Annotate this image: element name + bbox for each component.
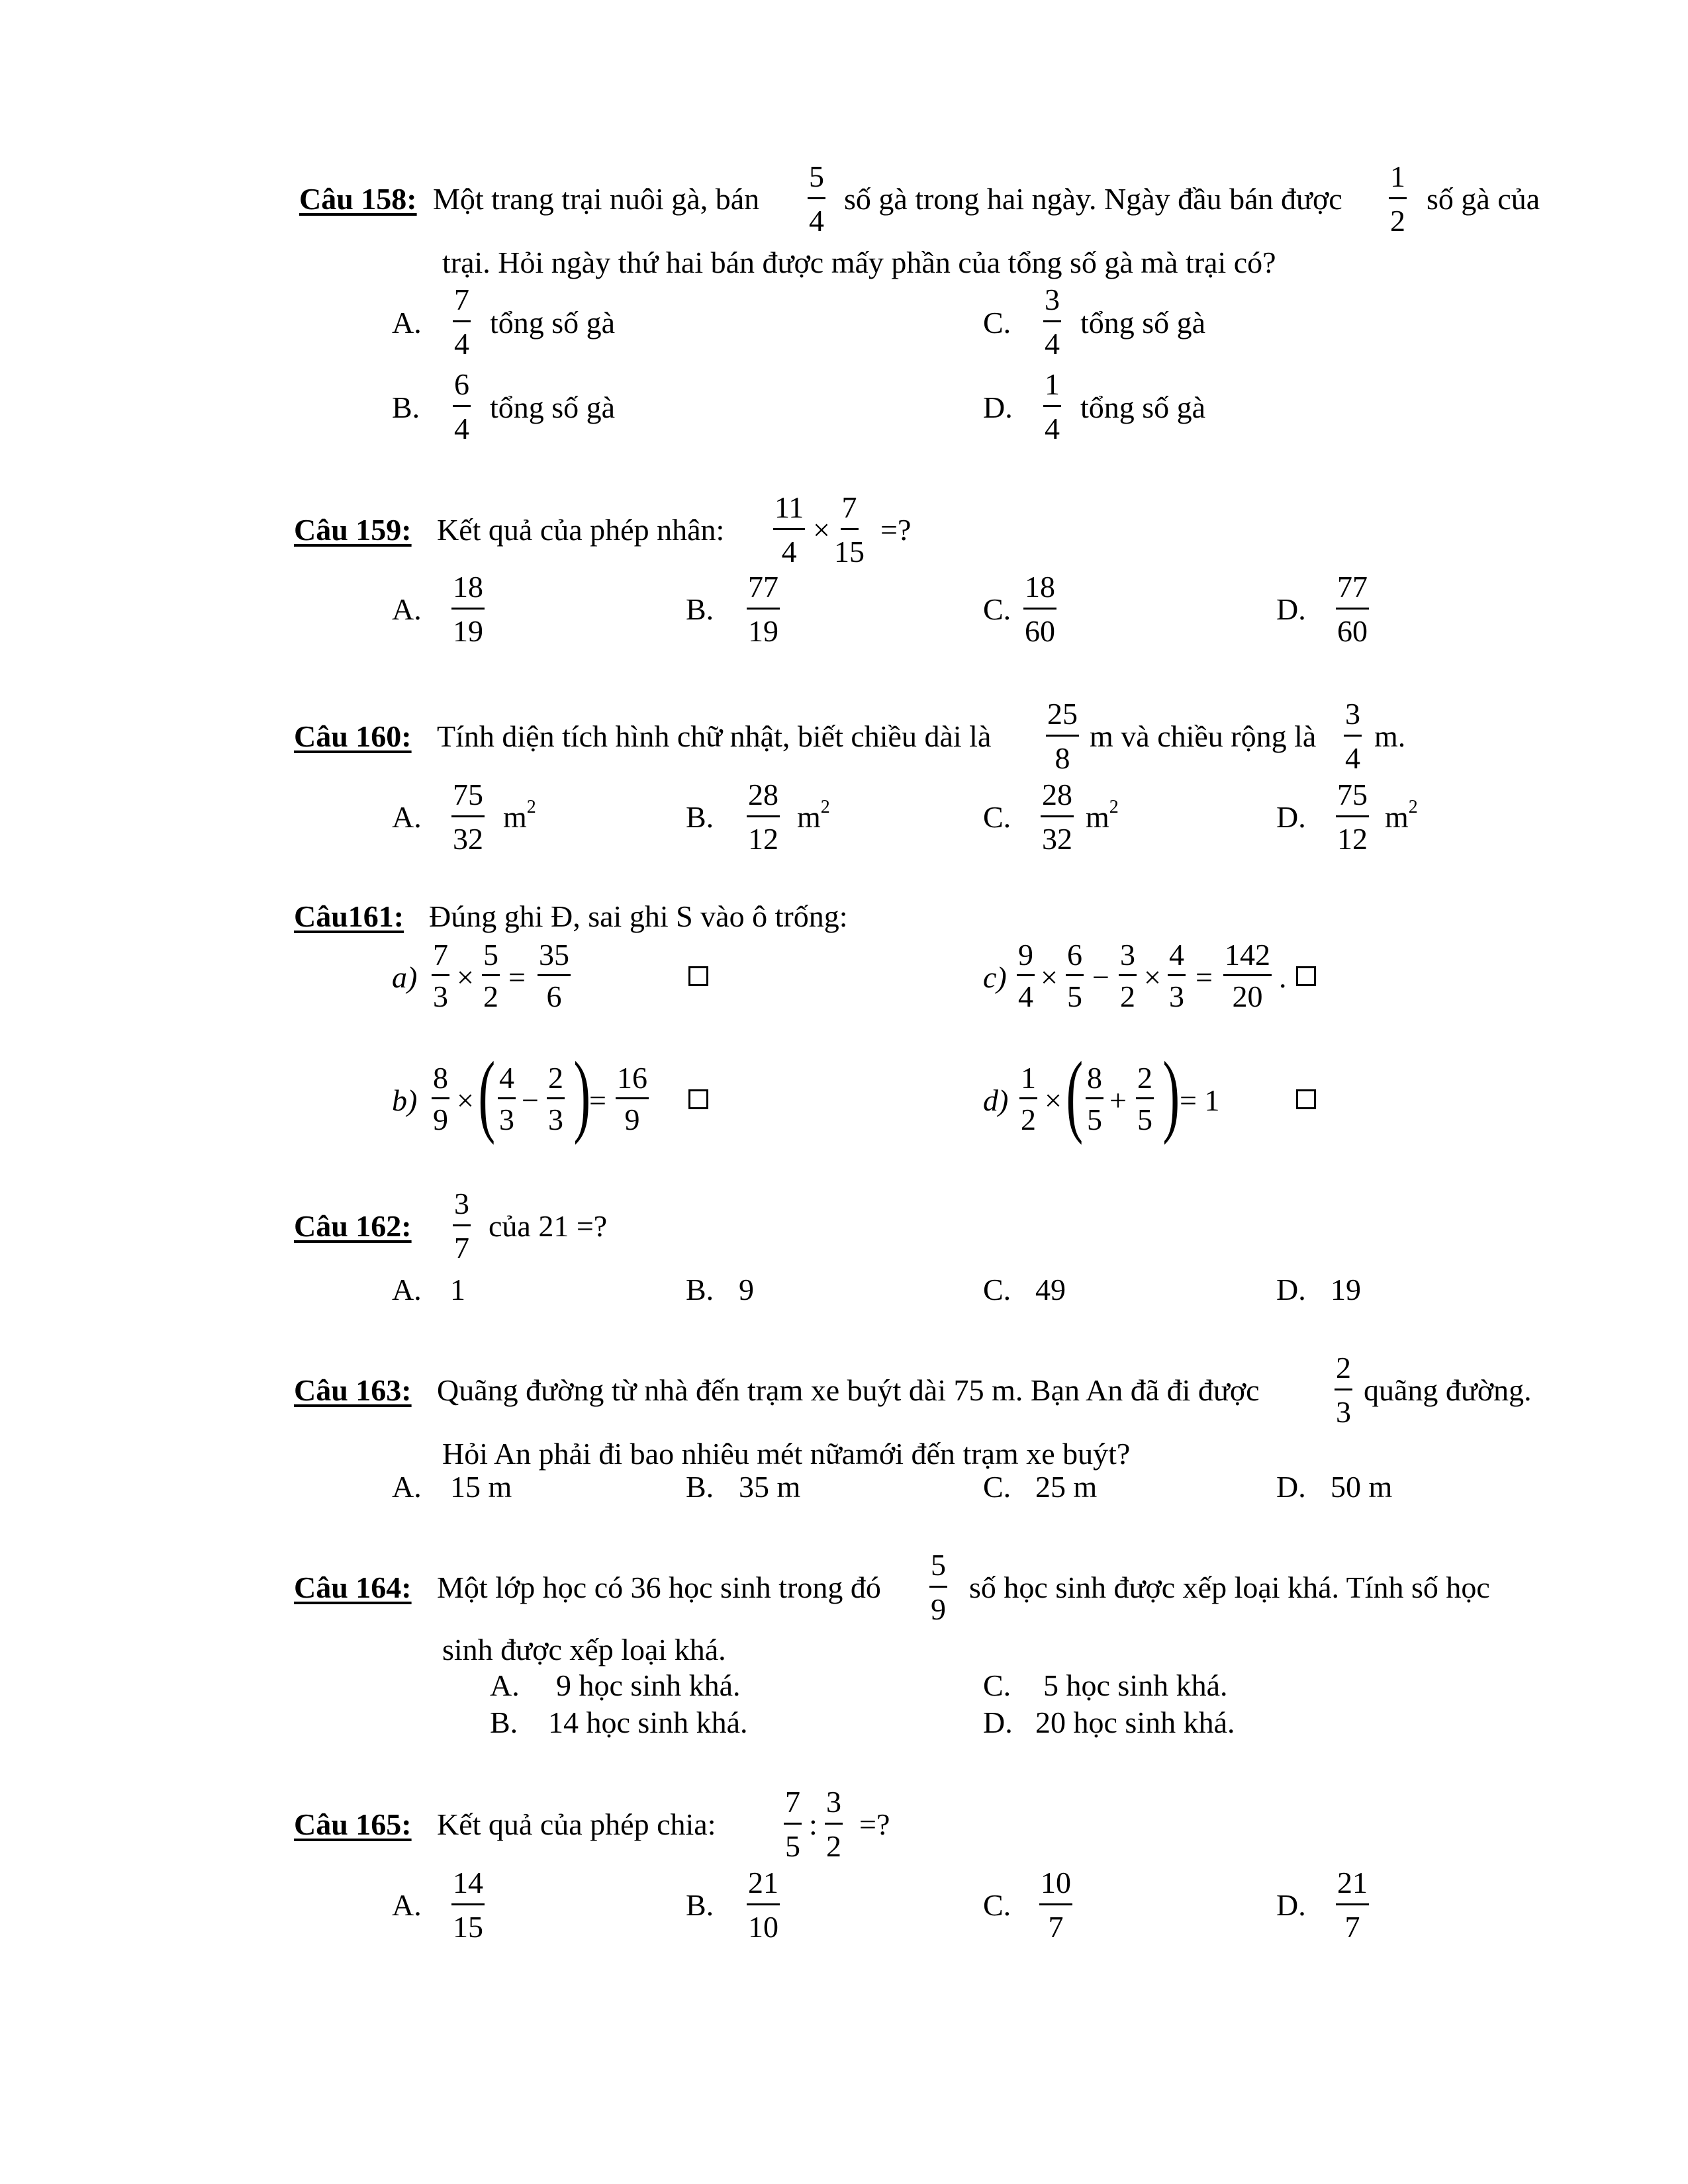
item-key: d) bbox=[983, 1083, 1009, 1117]
option-key: C. bbox=[983, 1470, 1011, 1504]
option-fraction: $\frac{14}{15}$ bbox=[453, 1866, 483, 1944]
question-text: Đúng ghi Đ, sai ghi S vào ô trống: bbox=[429, 899, 848, 933]
option-fraction: $\frac{3}{4}$ bbox=[1045, 283, 1060, 361]
option-key: B. bbox=[490, 1706, 518, 1739]
option-key: C. bbox=[983, 306, 1011, 340]
option-value: 19 bbox=[1331, 1273, 1361, 1306]
option-value: 49 bbox=[1035, 1273, 1066, 1306]
option-key: B. bbox=[686, 800, 714, 834]
option-text: tổng số gà bbox=[490, 390, 616, 424]
option-fraction: $\frac{1}{4}$ bbox=[1045, 367, 1060, 445]
answer-checkbox[interactable] bbox=[1296, 1089, 1316, 1109]
option-key: A. bbox=[392, 800, 422, 834]
question-text: Kết quả của phép nhân: bbox=[437, 513, 725, 547]
question-text: m và chiều rộng là bbox=[1090, 719, 1317, 753]
option-fraction: $\frac{18}{60}$ bbox=[1025, 570, 1055, 648]
option-key: C. bbox=[983, 592, 1011, 626]
fraction: $\frac{7}{15}$ bbox=[834, 490, 865, 569]
option-fraction: $\frac{18}{19}$ bbox=[453, 570, 483, 648]
option-value: 9 bbox=[739, 1273, 754, 1306]
question-text: Một trang trại nuôi gà, bán bbox=[433, 182, 760, 216]
fraction: $\frac{9}{4}$ bbox=[1018, 938, 1033, 1013]
option-value: 15 m bbox=[450, 1470, 512, 1504]
fraction: $\frac{1}{2}$ bbox=[1390, 159, 1405, 238]
left-parenthesis: ( bbox=[478, 1043, 496, 1146]
option-key: A. bbox=[490, 1668, 520, 1702]
fraction: $\frac{3}{2}$ bbox=[826, 1785, 841, 1863]
question-text: m. bbox=[1374, 719, 1406, 753]
question-text: của 21 =? bbox=[489, 1209, 608, 1243]
operator: × bbox=[1144, 960, 1161, 994]
option-key: B. bbox=[392, 390, 420, 424]
fraction: $\frac{4}{3}$ bbox=[499, 1061, 514, 1136]
question-text: Kết quả của phép chia: bbox=[437, 1807, 716, 1841]
option-key: C. bbox=[983, 1668, 1011, 1702]
question-label: Câu 160: bbox=[294, 719, 412, 753]
option-key: C. bbox=[983, 1888, 1011, 1922]
option-value: 20 học sinh khá. bbox=[1035, 1706, 1235, 1739]
option-text: tổng số gà bbox=[1080, 306, 1206, 340]
option-key: B. bbox=[686, 1273, 714, 1306]
fraction: $\frac{6}{5}$ bbox=[1067, 938, 1082, 1013]
question-text: Một lớp học có 36 học sinh trong đó bbox=[437, 1570, 881, 1604]
equals: = bbox=[589, 1083, 606, 1117]
option-fraction: $\frac{75}{12}$ bbox=[1337, 778, 1368, 856]
option-fraction: $\frac{6}{4}$ bbox=[454, 367, 469, 445]
option-key: D. bbox=[1276, 1273, 1306, 1306]
fraction: $\frac{2}{3}$ bbox=[1336, 1351, 1351, 1429]
fraction: $\frac{3}{4}$ bbox=[1345, 697, 1360, 775]
equals: = 1 bbox=[1180, 1083, 1220, 1117]
right-parenthesis: ) bbox=[1162, 1043, 1180, 1146]
option-key: B. bbox=[686, 1888, 714, 1922]
fraction: $\frac{25}{8}$ bbox=[1047, 697, 1078, 775]
fraction: $\frac{8}{9}$ bbox=[433, 1061, 448, 1136]
option-fraction: $\frac{10}{7}$ bbox=[1041, 1866, 1071, 1944]
option-key: D. bbox=[983, 1706, 1013, 1739]
equals: =? bbox=[880, 513, 912, 547]
option-fraction: $\frac{28}{32}$ bbox=[1042, 778, 1072, 856]
option-value: 9 học sinh khá. bbox=[556, 1668, 741, 1702]
operator: + bbox=[1109, 1083, 1127, 1117]
option-key: D. bbox=[1276, 800, 1306, 834]
option-value: 25 m bbox=[1035, 1470, 1098, 1504]
option-value: 14 học sinh khá. bbox=[548, 1706, 748, 1739]
fraction: $\frac{7}{3}$ bbox=[433, 938, 448, 1013]
option-key: A. bbox=[392, 1888, 422, 1922]
option-key: A. bbox=[392, 1470, 422, 1504]
option-key: D. bbox=[1276, 592, 1306, 626]
question-text: số gà của bbox=[1427, 182, 1540, 216]
option-fraction: $\frac{77}{19}$ bbox=[748, 570, 778, 648]
question-label: Câu161: bbox=[294, 899, 404, 933]
unit-m2: $m^2$ bbox=[797, 797, 830, 834]
question-text: Tính diện tích hình chữ nhật, biết chiều dài là bbox=[437, 719, 992, 753]
operator: × bbox=[1045, 1083, 1062, 1117]
item-key: a) bbox=[392, 960, 418, 994]
fraction: $\frac{8}{5}$ bbox=[1087, 1061, 1102, 1136]
operator: × bbox=[457, 1083, 474, 1117]
option-key: D. bbox=[983, 390, 1013, 424]
option-fraction: $\frac{21}{10}$ bbox=[748, 1866, 778, 1944]
fraction: $\frac{35}{6}$ bbox=[539, 938, 569, 1013]
answer-checkbox[interactable] bbox=[688, 1089, 708, 1109]
option-key: D. bbox=[1276, 1888, 1306, 1922]
option-key: B. bbox=[686, 1470, 714, 1504]
operator: × bbox=[813, 513, 830, 547]
option-fraction: $\frac{77}{60}$ bbox=[1337, 570, 1368, 648]
question-text: số gà trong hai ngày. Ngày đầu bán được bbox=[844, 182, 1342, 216]
right-parenthesis: ) bbox=[573, 1043, 591, 1146]
option-fraction: $\frac{7}{4}$ bbox=[454, 283, 469, 361]
option-text: tổng số gà bbox=[1080, 390, 1206, 424]
option-key: A. bbox=[392, 306, 422, 340]
fraction: $\frac{5}{4}$ bbox=[809, 159, 824, 238]
left-parenthesis: ( bbox=[1066, 1043, 1084, 1146]
option-key: C. bbox=[983, 800, 1011, 834]
operator: × bbox=[457, 960, 474, 994]
option-value: 50 m bbox=[1331, 1470, 1393, 1504]
option-key: A. bbox=[392, 592, 422, 626]
option-value: 1 bbox=[450, 1273, 465, 1306]
option-key: A. bbox=[392, 1273, 422, 1306]
option-fraction: $\frac{21}{7}$ bbox=[1337, 1866, 1368, 1944]
period: . bbox=[1279, 960, 1287, 994]
question-label: Câu 165: bbox=[294, 1807, 412, 1841]
fraction: $\frac{1}{2}$ bbox=[1021, 1061, 1036, 1136]
question-label: Câu 164: bbox=[294, 1570, 412, 1604]
operator: − bbox=[1092, 960, 1109, 994]
fraction: $\frac{3}{7}$ bbox=[454, 1187, 469, 1265]
operator: − bbox=[522, 1083, 539, 1117]
question-text: trại. Hỏi ngày thứ hai bán được mấy phần của tổng số gà mà trại có? bbox=[442, 246, 1276, 279]
item-key: b) bbox=[392, 1083, 418, 1117]
fraction: $\frac{3}{2}$ bbox=[1120, 938, 1135, 1013]
equals: = bbox=[508, 960, 526, 994]
question-text: quãng đường. bbox=[1364, 1373, 1532, 1407]
answer-checkbox[interactable] bbox=[1296, 966, 1316, 986]
fraction: $\frac{5}{9}$ bbox=[931, 1548, 946, 1626]
option-value: 5 học sinh khá. bbox=[1043, 1668, 1228, 1702]
question-text: Hỏi An phải đi bao nhiêu mét nữamới đến trạm xe buýt? bbox=[442, 1437, 1131, 1471]
option-key: C. bbox=[983, 1273, 1011, 1306]
equals: =? bbox=[859, 1807, 890, 1841]
question-label: Câu 159: bbox=[294, 513, 412, 547]
option-fraction: $\frac{28}{12}$ bbox=[748, 778, 778, 856]
unit-m2: $m^2$ bbox=[1086, 797, 1119, 834]
question-label: Câu 163: bbox=[294, 1373, 412, 1407]
operator: × bbox=[1041, 960, 1058, 994]
fraction: $\frac{7}{5}$ bbox=[785, 1785, 800, 1863]
question-label: Câu 162: bbox=[294, 1209, 412, 1243]
question-label: Câu 158: bbox=[299, 182, 417, 216]
question-text: sinh được xếp loại khá. bbox=[442, 1633, 726, 1666]
fraction: $\frac{11}{4}$ bbox=[774, 490, 804, 569]
fraction: $\frac{142}{20}$ bbox=[1225, 938, 1270, 1013]
answer-checkbox[interactable] bbox=[688, 966, 708, 986]
option-fraction: $\frac{75}{32}$ bbox=[453, 778, 483, 856]
question-text: Quãng đường từ nhà đến trạm xe buýt dài 75 m. Bạn An đã đi được bbox=[437, 1373, 1260, 1407]
option-key: B. bbox=[686, 592, 714, 626]
option-key: D. bbox=[1276, 1470, 1306, 1504]
fraction: $\frac{2}{3}$ bbox=[548, 1061, 563, 1136]
equals: = bbox=[1196, 960, 1213, 994]
fraction: $\frac{2}{5}$ bbox=[1137, 1061, 1152, 1136]
fraction: $\frac{4}{3}$ bbox=[1169, 938, 1184, 1013]
operator: : bbox=[809, 1807, 818, 1841]
question-text: số học sinh được xếp loại khá. Tính số học bbox=[969, 1570, 1490, 1604]
fraction: $\frac{5}{2}$ bbox=[483, 938, 498, 1013]
item-key: c) bbox=[983, 960, 1007, 994]
option-value: 35 m bbox=[739, 1470, 801, 1504]
unit-m2: $m^2$ bbox=[1385, 797, 1418, 834]
option-text: tổng số gà bbox=[490, 306, 616, 340]
unit-m2: $m^2$ bbox=[503, 797, 536, 834]
fraction: $\frac{16}{9}$ bbox=[617, 1061, 647, 1136]
